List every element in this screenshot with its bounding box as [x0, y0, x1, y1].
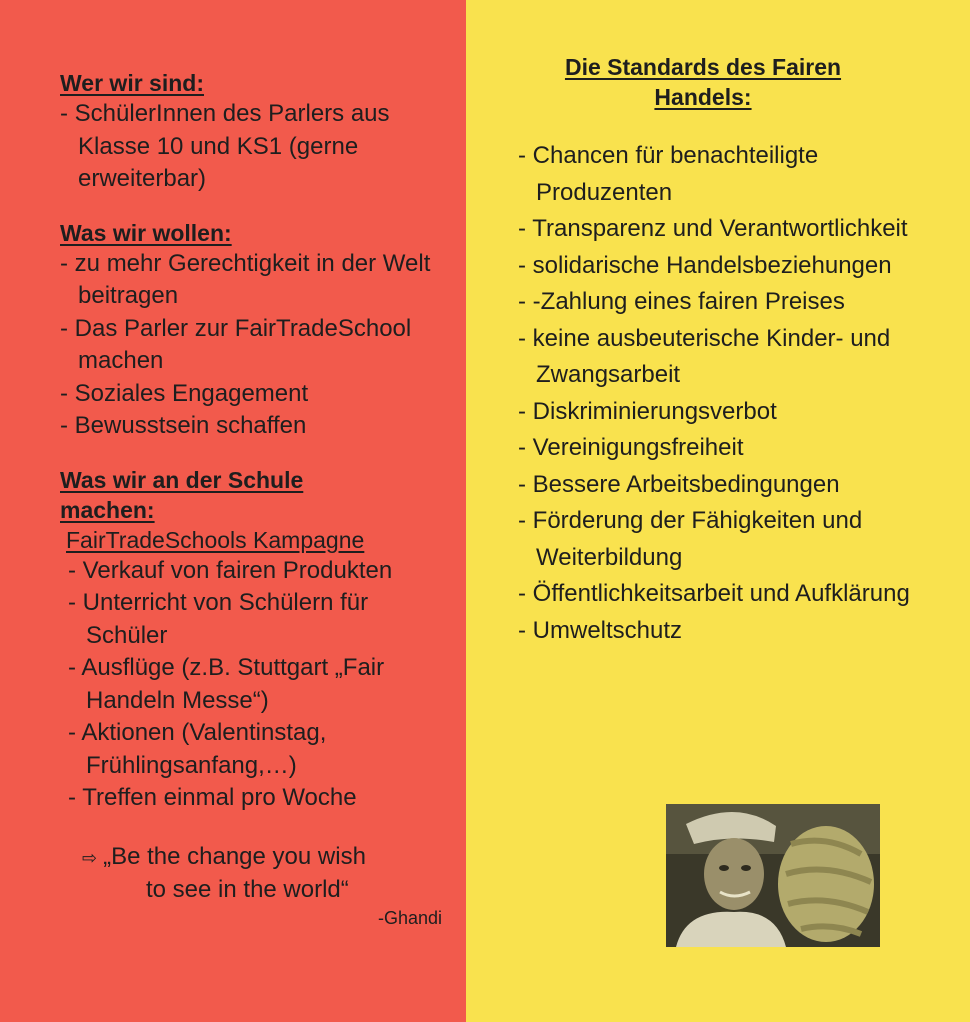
list-item: - SchülerInnen des Parlers aus Klasse 10 und KS1 (gerne erweiterbar) [60, 98, 450, 196]
list-item: - Vereinigungsfreiheit [518, 430, 948, 467]
list-item-text: Zahlung eines fairen Preises [540, 288, 845, 315]
dash: - [532, 288, 541, 315]
photo-illustration [666, 804, 880, 947]
school-section [60, 465, 450, 815]
right-content [518, 52, 948, 649]
school-heading-line1: Was wir an der Schule [60, 466, 304, 493]
list-item: - Chancen für benachteiligte Produzenten [518, 138, 948, 211]
who-heading: Wer wir sind: [60, 70, 204, 96]
school-list [68, 555, 450, 815]
farmer-with-bananas-photo [666, 804, 880, 947]
quote-author: -Ghandi [377, 907, 442, 928]
who-section [60, 68, 450, 196]
quote-line2: to see in the world“ [146, 875, 349, 903]
list-item: - Öffentlichkeitsarbeit und Aufklärung [518, 576, 948, 613]
who-list [60, 98, 450, 196]
list-item [518, 284, 948, 321]
list-item: - Transparenz und Verantwortlichkeit [518, 211, 948, 248]
list-item: - Unterricht von Schülern für Schüler [68, 587, 450, 652]
list-item: - Bewusstsein schaffen [60, 410, 450, 443]
list-item: - solidarische Handelsbeziehungen [518, 248, 948, 285]
list-item: - Treffen einmal pro Woche [68, 782, 450, 815]
quote-line1: „Be the change you wish [103, 842, 366, 870]
list-item: - zu mehr Gerechtigkeit in der Welt beitragen [60, 248, 450, 313]
list-item: - Bessere Arbeitsbedingungen [518, 467, 948, 504]
list-item: - Soziales Engagement [60, 378, 450, 411]
arrow-right-icon: ⇨ [82, 847, 98, 868]
want-list [60, 248, 450, 443]
want-heading: Was wir wollen: [60, 219, 232, 246]
want-section [60, 218, 450, 443]
campaign-title: FairTradeSchools Kampagne [66, 526, 365, 553]
school-heading-line2: machen: [60, 496, 155, 523]
list-item: - Förderung der Fähigkeiten und Weiterbildung [518, 503, 948, 576]
list-item: - Diskriminierungsverbot [518, 394, 948, 431]
list-item: - Aktionen (Valentinstag, Frühlingsanfang,…) [68, 717, 450, 782]
list-item: - Umweltschutz [518, 613, 948, 650]
standards-list [518, 138, 948, 649]
list-item: - keine ausbeuterische Kinder- und Zwangsarbeit [518, 321, 948, 394]
list-item: - Verkauf von fairen Produkten [68, 555, 450, 588]
left-content [60, 68, 450, 930]
left-panel [0, 0, 466, 1022]
quote-line1-row [82, 841, 450, 874]
standards-title-line1: Die Standards des Fairen [564, 54, 842, 80]
quote [82, 841, 450, 930]
standards-title-line2: Handels: [654, 84, 752, 110]
list-item: - Ausflüge (z.B. Stuttgart „Fair Handeln Messe“) [68, 652, 450, 717]
list-item: - Das Parler zur FairTradeSchool machen [60, 313, 450, 378]
